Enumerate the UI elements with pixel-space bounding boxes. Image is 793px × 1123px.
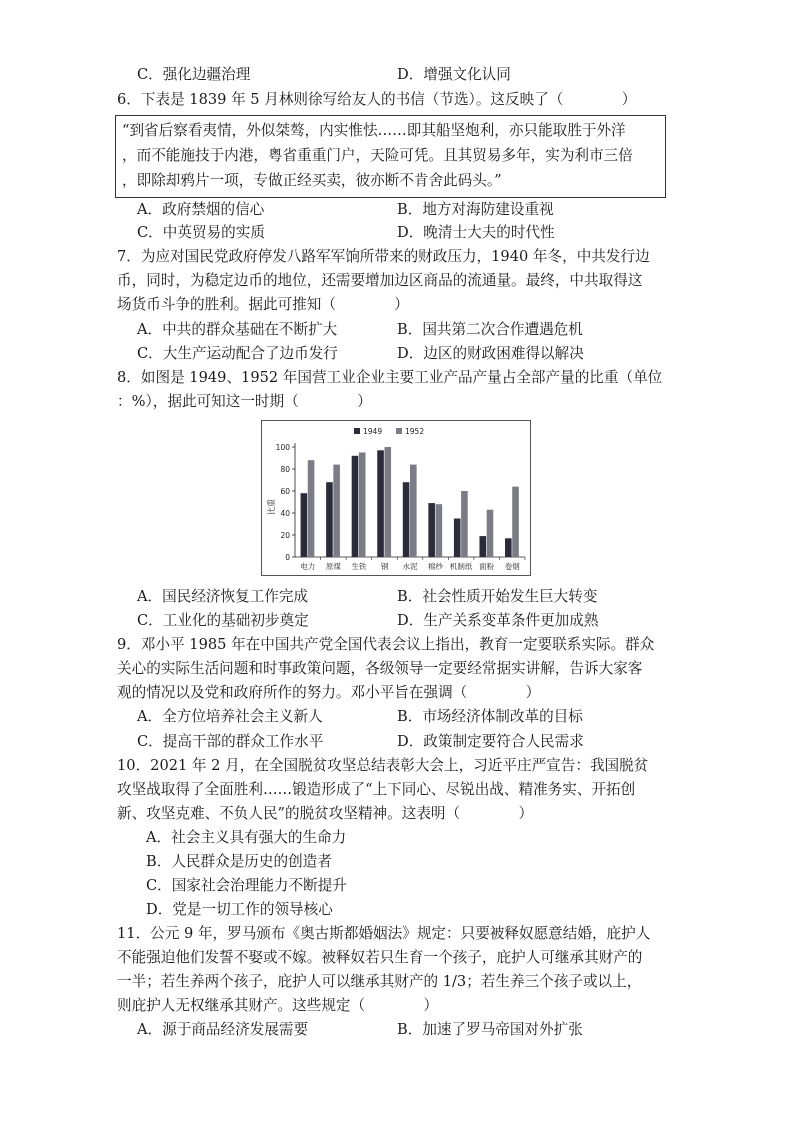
chart-bar-1949 [377,450,384,557]
q6-quote-line: ，即除却鸦片一项，专做正经买卖，彼亦断不肯舍此码头。” [122,172,502,189]
q11-stem-line: 不能强迫他们发誓不娶或不嫁。被释奴若只生育一个孩子，庇护人可继承其财产的 [117,949,643,966]
q9-option-d: D．政策制定要符合人民需求 [397,733,584,750]
q10-option-c: C．国家社会治理能力不断提升 [146,877,347,894]
chart-bar-1949 [479,536,486,557]
chart-bar-1952 [436,504,443,557]
chart-x-tick-label: 机制纸 [449,562,473,571]
chart-y-tick-label: 0 [285,553,290,562]
q6-option-d: D．晚清士大夫的时代性 [397,224,555,241]
chart-bar-1949 [454,519,461,558]
chart-x-tick-label: 水泥 [402,562,418,571]
q10-stem-line: 新、攻坚克难、不负人民”的脱贫攻坚精神。这表明（ ） [117,805,534,822]
q9-stem-line: 观的情况以及党和政府所作的努力。邓小平旨在强调（ ） [117,684,541,701]
chart-y-tick-label: 80 [280,465,290,474]
q6-quote-line: “到省后察看夷情，外似桀骜，内实惟怯……即其船坚炮利，亦只能取胜于外洋 [122,122,626,139]
chart-x-tick-label: 生铁 [351,562,367,571]
q9-option-c: C．提高干部的群众工作水平 [137,733,324,750]
chart-y-tick-label: 20 [280,531,290,540]
chart-legend-label: 1949 [363,427,383,436]
chart-bar-1952 [512,487,519,557]
q7-option-c: C．大生产运动配合了边币发行 [137,345,338,362]
q5-option-d: D．增强文化认同 [397,66,511,83]
q8-stem-line: ：%），据此可知这一时期（ ） [117,393,372,410]
chart-bar-1952 [410,465,417,557]
q6-option-c: C．中英贸易的实质 [137,224,265,241]
chart-ylabel: 比重 [267,499,276,515]
chart-x-tick-label: 卷烟 [504,562,520,571]
q6-option-b: B．地方对海防建设重视 [397,201,554,218]
q8-option-d: D．生产关系变革条件更加成熟 [397,612,599,629]
q9-stem-line: 9．邓小平 1985 年在中国共产党全国代表会议上指出，教育一定要联系实际。群众 [117,636,655,653]
chart-bar-1949 [428,503,435,557]
q6-option-a: A．政府禁烟的信心 [137,201,265,218]
q10-option-d: D．党是一切工作的领导核心 [146,901,333,918]
q9-stem-line: 关心的实际生活问题和时事政策问题，各级领导一定要经常据实讲解，告诉大家客 [117,660,643,677]
q10-stem-line: 攻坚战取得了全面胜利……锻造形成了“上下同心、尽锐出战、精准务实、开拓创 [117,781,636,798]
chart-bar-1952 [461,491,468,557]
q8-option-a: A．国民经济恢复工作完成 [137,588,309,605]
q11-stem-line: 11．公元 9 年，罗马颁布《奥古斯都婚姻法》规定：只要被释奴愿意结婚，庇护人 [117,925,651,942]
q9-option-a: A．全方位培养社会主义新人 [137,708,323,725]
q8-bar-chart [261,420,531,576]
q11-stem-line: 一半；若生养两个孩子，庇护人可以继承其财产的 1/3；若生养三个孩子或以上， [117,973,642,990]
q8-stem-line: 8．如图是 1949、1952 年国营工业企业主要工业产品产量占全部产量的比重（单位 [117,369,663,386]
q11-option-b: B．加速了罗马帝国对外扩张 [397,1021,583,1038]
q7-option-d: D．边区的财政困难得以解决 [397,345,584,362]
q6-quote-box [115,115,666,198]
q10-option-a: A．社会主义具有强大的生命力 [146,829,347,846]
q6-quote-line: ，而不能施技于内港，粤省重重门户，天险可凭。且其贸易多年，实为利市三倍 [122,147,633,164]
q7-option-a: A．中共的群众基础在不断扩大 [137,321,338,338]
q7-option-b: B．国共第二次合作遭遇危机 [397,321,583,338]
chart-bar-1949 [301,493,308,557]
chart-bar-1949 [326,482,333,557]
q7-stem-line: 币，同时，为稳定边币的地位，还需要增加边区商品的流通量。最终，中共取得这 [117,272,643,289]
chart-bar-1952 [359,453,366,558]
chart-x-tick-label: 钢 [380,562,389,571]
chart-y-tick-label: 40 [280,509,290,518]
chart-x-tick-label: 原煤 [325,562,341,571]
chart-bar-1952 [384,447,391,557]
q9-option-b: B．市场经济体制改革的目标 [397,708,583,725]
chart-legend-label: 1952 [405,427,425,436]
chart-x-tick-label: 电力 [300,562,316,571]
q7-stem-line: 7．为应对国民党政府停发八路军军饷所带来的财政压力，1940 年冬，中共发行边 [117,248,650,265]
q8-option-b: B．社会性质开始发生巨大转变 [397,588,598,605]
chart-bar-1949 [352,456,359,557]
chart-legend-swatch [396,428,402,434]
chart-canvas [262,421,530,575]
q6-stem: 6．下表是 1839 年 5 月林则徐写给友人的书信（节选）。这反映了（ ） [117,91,637,108]
q10-stem-line: 10．2021 年 2 月，在全国脱贫攻坚总结表彰大会上，习近平庄严宣告：我国脱贫 [117,757,649,774]
chart-x-tick-label: 面粉 [479,562,495,571]
chart-bar-1952 [333,465,340,557]
q7-stem-line: 场货币斗争的胜利。据此可推知（ ） [117,296,409,313]
chart-y-tick-label: 100 [275,443,290,452]
chart-bar-1949 [505,538,512,557]
q11-stem-line: 则庇护人无权继承其财产。这些规定（ ） [117,997,439,1014]
chart-x-tick-label: 棉纱 [428,562,444,571]
chart-y-tick-label: 60 [280,487,290,496]
chart-bar-1949 [403,482,410,557]
q11-option-a: A．源于商品经济发展需要 [137,1021,309,1038]
chart-bar-1952 [308,460,315,557]
q5-option-c: C．强化边疆治理 [137,66,251,83]
chart-bar-1952 [487,510,494,557]
q10-option-b: B．人民群众是历史的创造者 [146,853,332,870]
q8-option-c: C．工业化的基础初步奠定 [137,612,309,629]
chart-legend-swatch [354,428,360,434]
